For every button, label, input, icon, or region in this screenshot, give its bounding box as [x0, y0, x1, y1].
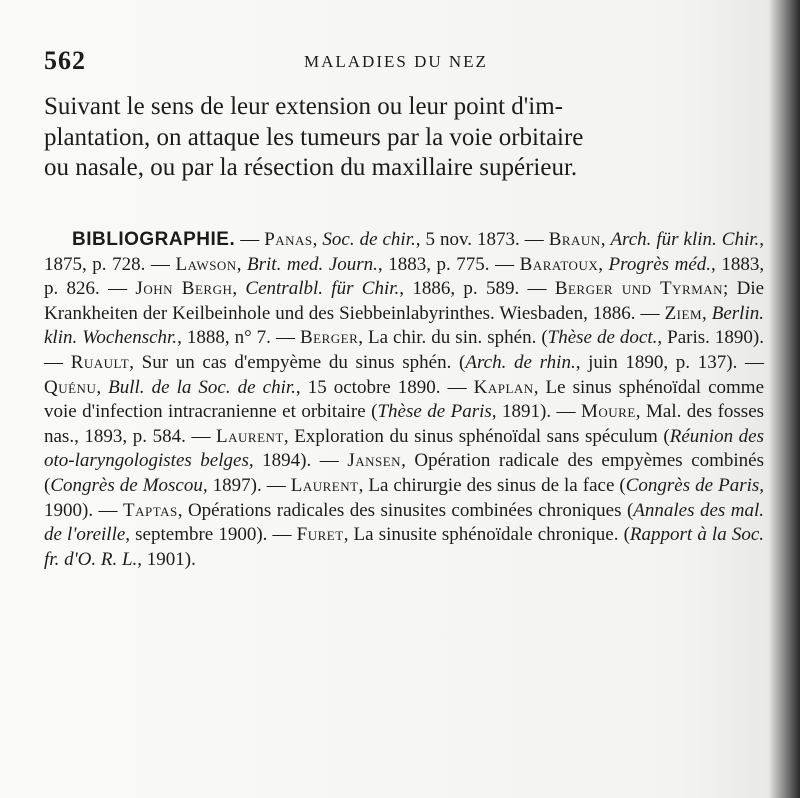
bibliography-source: Annales des mal. de l'oreille, [44, 499, 764, 546]
bibliography-details: , 1883, p. 775. [377, 253, 490, 275]
bibliography-author: Braun [548, 229, 601, 250]
bibliography-text: , Opérations radicales des sinusites combinées chroniques ( [177, 499, 634, 521]
bibliography-author: John Bergh [135, 278, 233, 300]
bibliography-text: , Sur un cas d'empyème du sinus sphén. ( [129, 351, 466, 373]
bibliography-author: Ziem [664, 302, 702, 324]
bibliography-text: ; Die Krankheiten der Keilbeinhole und des Siebbeinlabyrinthes. Wiesbaden, 1886. [44, 278, 765, 324]
running-head: MALADIES DU NEZ [304, 52, 488, 71]
bibliography [44, 228, 764, 572]
page-header [44, 46, 760, 76]
bibliography-paragraph: BIBLIOGRAPHIE. — Panas, Soc. de chir., 5 nov. 1873. — Braun, Arch. für klin. Chir., 1875, p. 728. — Lawson, Brit. med. Journ., 1883, p. 775. — Baratoux, Progrès méd., 1883, p. 826. — John Bergh, Centralbl. für Chir., 1886, p. 589. — Berger und Tyrman; Die Krankheiten der Keilbeinhole und des Siebbeinlabyrinthes. Wiesbaden, 1886. — Ziem, Berlin. klin. Wochenschr., 1888, n° 7. — Berger, La chir. du sin. sphén. (Thèse de doct., Paris. 1890). — Ruault, Sur un cas d'empyème du sinus sphén. (Arch. de rhin., juin 1890, p. 137). — Quénu, Bull. de la Soc. de chir., 15 octobre 1890. — Kaplan, Le sinus sphénoïdal comme voie d'infection intracranienne et orbitaire (Thèse de Paris, 1891). — Moure, Mal. des fosses nas., 1893, p. 584. — Laurent, Exploration du sinus sphénoïdal sans spéculum (Réunion des oto-laryngologistes belges, 1894). — Jansen, Opération radicale des empyèmes combinés (Congrès de Moscou, 1897). — Laurent, La chirurgie des sinus de la face (Congrès de Paris, 1900). — Taptas, Opérations radicales des sinusites combinées chroniques (Annales des mal. de l'oreille, septembre 1900). — Furet, La sinusite sphénoïdale chronique. (Rapport à la Soc. fr. d'O. R. L., 1901). [44, 229, 765, 570]
bibliography-author: Kaplan [473, 376, 534, 398]
bibliography-details: 1900). [44, 499, 94, 521]
bibliography-author: Jansen [347, 450, 402, 472]
bibliography-details: septembre 1900). [130, 524, 268, 546]
bibliography-author: Baratoux [519, 253, 599, 275]
bibliography-author: Berger [299, 327, 359, 349]
bibliography-source: Rapport à la Soc. fr. d'O. R. L. [44, 524, 765, 570]
bibliography-details: 1894). [253, 450, 312, 472]
bibliography-author: Panas [264, 229, 313, 250]
page-number: 562 [44, 46, 86, 75]
bibliography-text: , La sinusite sphénoïdale chronique. ( [343, 524, 630, 546]
bibliography-author: Furet [296, 524, 344, 546]
bibliography-source: Congrès de Paris, [625, 474, 765, 496]
bibliography-heading: BIBLIOGRAPHIE. [72, 229, 236, 250]
bibliography-details: 1891). [496, 401, 552, 423]
bibliography-author: Taptas [123, 499, 178, 521]
intro-line: Suivant le sens de leur extension ou leur point d'im- [44, 93, 563, 120]
bibliography-author: Lawson [175, 253, 237, 275]
bibliography-author: Ruault [70, 351, 130, 373]
bibliography-details: , juin 1890, p. 137). [575, 351, 738, 373]
bibliography-author: Moure [581, 401, 636, 423]
bibliography-source: Arch. de rhin. [465, 351, 576, 373]
bibliography-source: Réunion des oto-laryngologistes belges, [44, 425, 764, 472]
bibliography-source: Congrès de Moscou, [50, 474, 208, 496]
bibliography-details: , 15 octobre 1890. [295, 376, 441, 398]
bibliography-details: , 1888, n° 7. [177, 327, 271, 349]
bibliography-author: Berger und Tyrman [554, 278, 724, 300]
bibliography-details: , 1886, p. 589. [399, 278, 520, 300]
bibliography-source: Bull. de la Soc. de chir. [108, 376, 296, 398]
intro-line: ou nasale, ou par la résection du maxillaire supérieur. [44, 154, 578, 181]
bibliography-source: Arch. für klin. Chir. [610, 229, 760, 250]
bibliography-source: Thèse de Paris, [377, 401, 497, 423]
bibliography-details: , 1875, p. 728. [44, 229, 765, 275]
bibliography-text: , La chirurgie des sinus de la face ( [358, 474, 626, 496]
bibliography-details: , 1901). [137, 548, 196, 570]
bibliography-source: Brit. med. Journ. [247, 253, 378, 275]
intro-line: plantation, on attaque les tumeurs par la voie orbitaire [44, 123, 584, 151]
bibliography-text: , La chir. du sin. sphén. ( [358, 327, 548, 349]
bibliography-source: Thèse de doct. [547, 327, 658, 349]
bibliography-author: Quénu [44, 376, 97, 398]
bibliography-source: Centralbl. für Chir. [245, 278, 400, 300]
bibliography-details: , 1883, p. 826. [44, 253, 765, 300]
bibliography-details: , Paris. 1890). [657, 327, 764, 349]
bibliography-source: Soc. de chir. [322, 229, 416, 250]
bibliography-source: Progrès méd. [608, 253, 712, 275]
intro-paragraph [44, 92, 764, 184]
bibliography-author: Laurent [290, 474, 359, 496]
bibliography-text: , Mal. des fosses nas., 1893, p. 584. [44, 401, 765, 447]
bibliography-details: , 5 nov. 1873. [415, 229, 520, 250]
bibliography-text: , Le sinus sphénoïdal comme voie d'infection intracranienne et orbitaire ( [44, 376, 765, 423]
bibliography-text: , Opération radicale des empyèmes combinés ( [44, 450, 765, 496]
bibliography-text: , Exploration du sinus sphénoïdal sans spéculum ( [283, 425, 670, 447]
bibliography-details: 1897). [207, 474, 262, 496]
bibliography-author: Laurent [216, 425, 284, 447]
bibliography-source: Berlin. klin. Wochenschr. [44, 302, 764, 349]
